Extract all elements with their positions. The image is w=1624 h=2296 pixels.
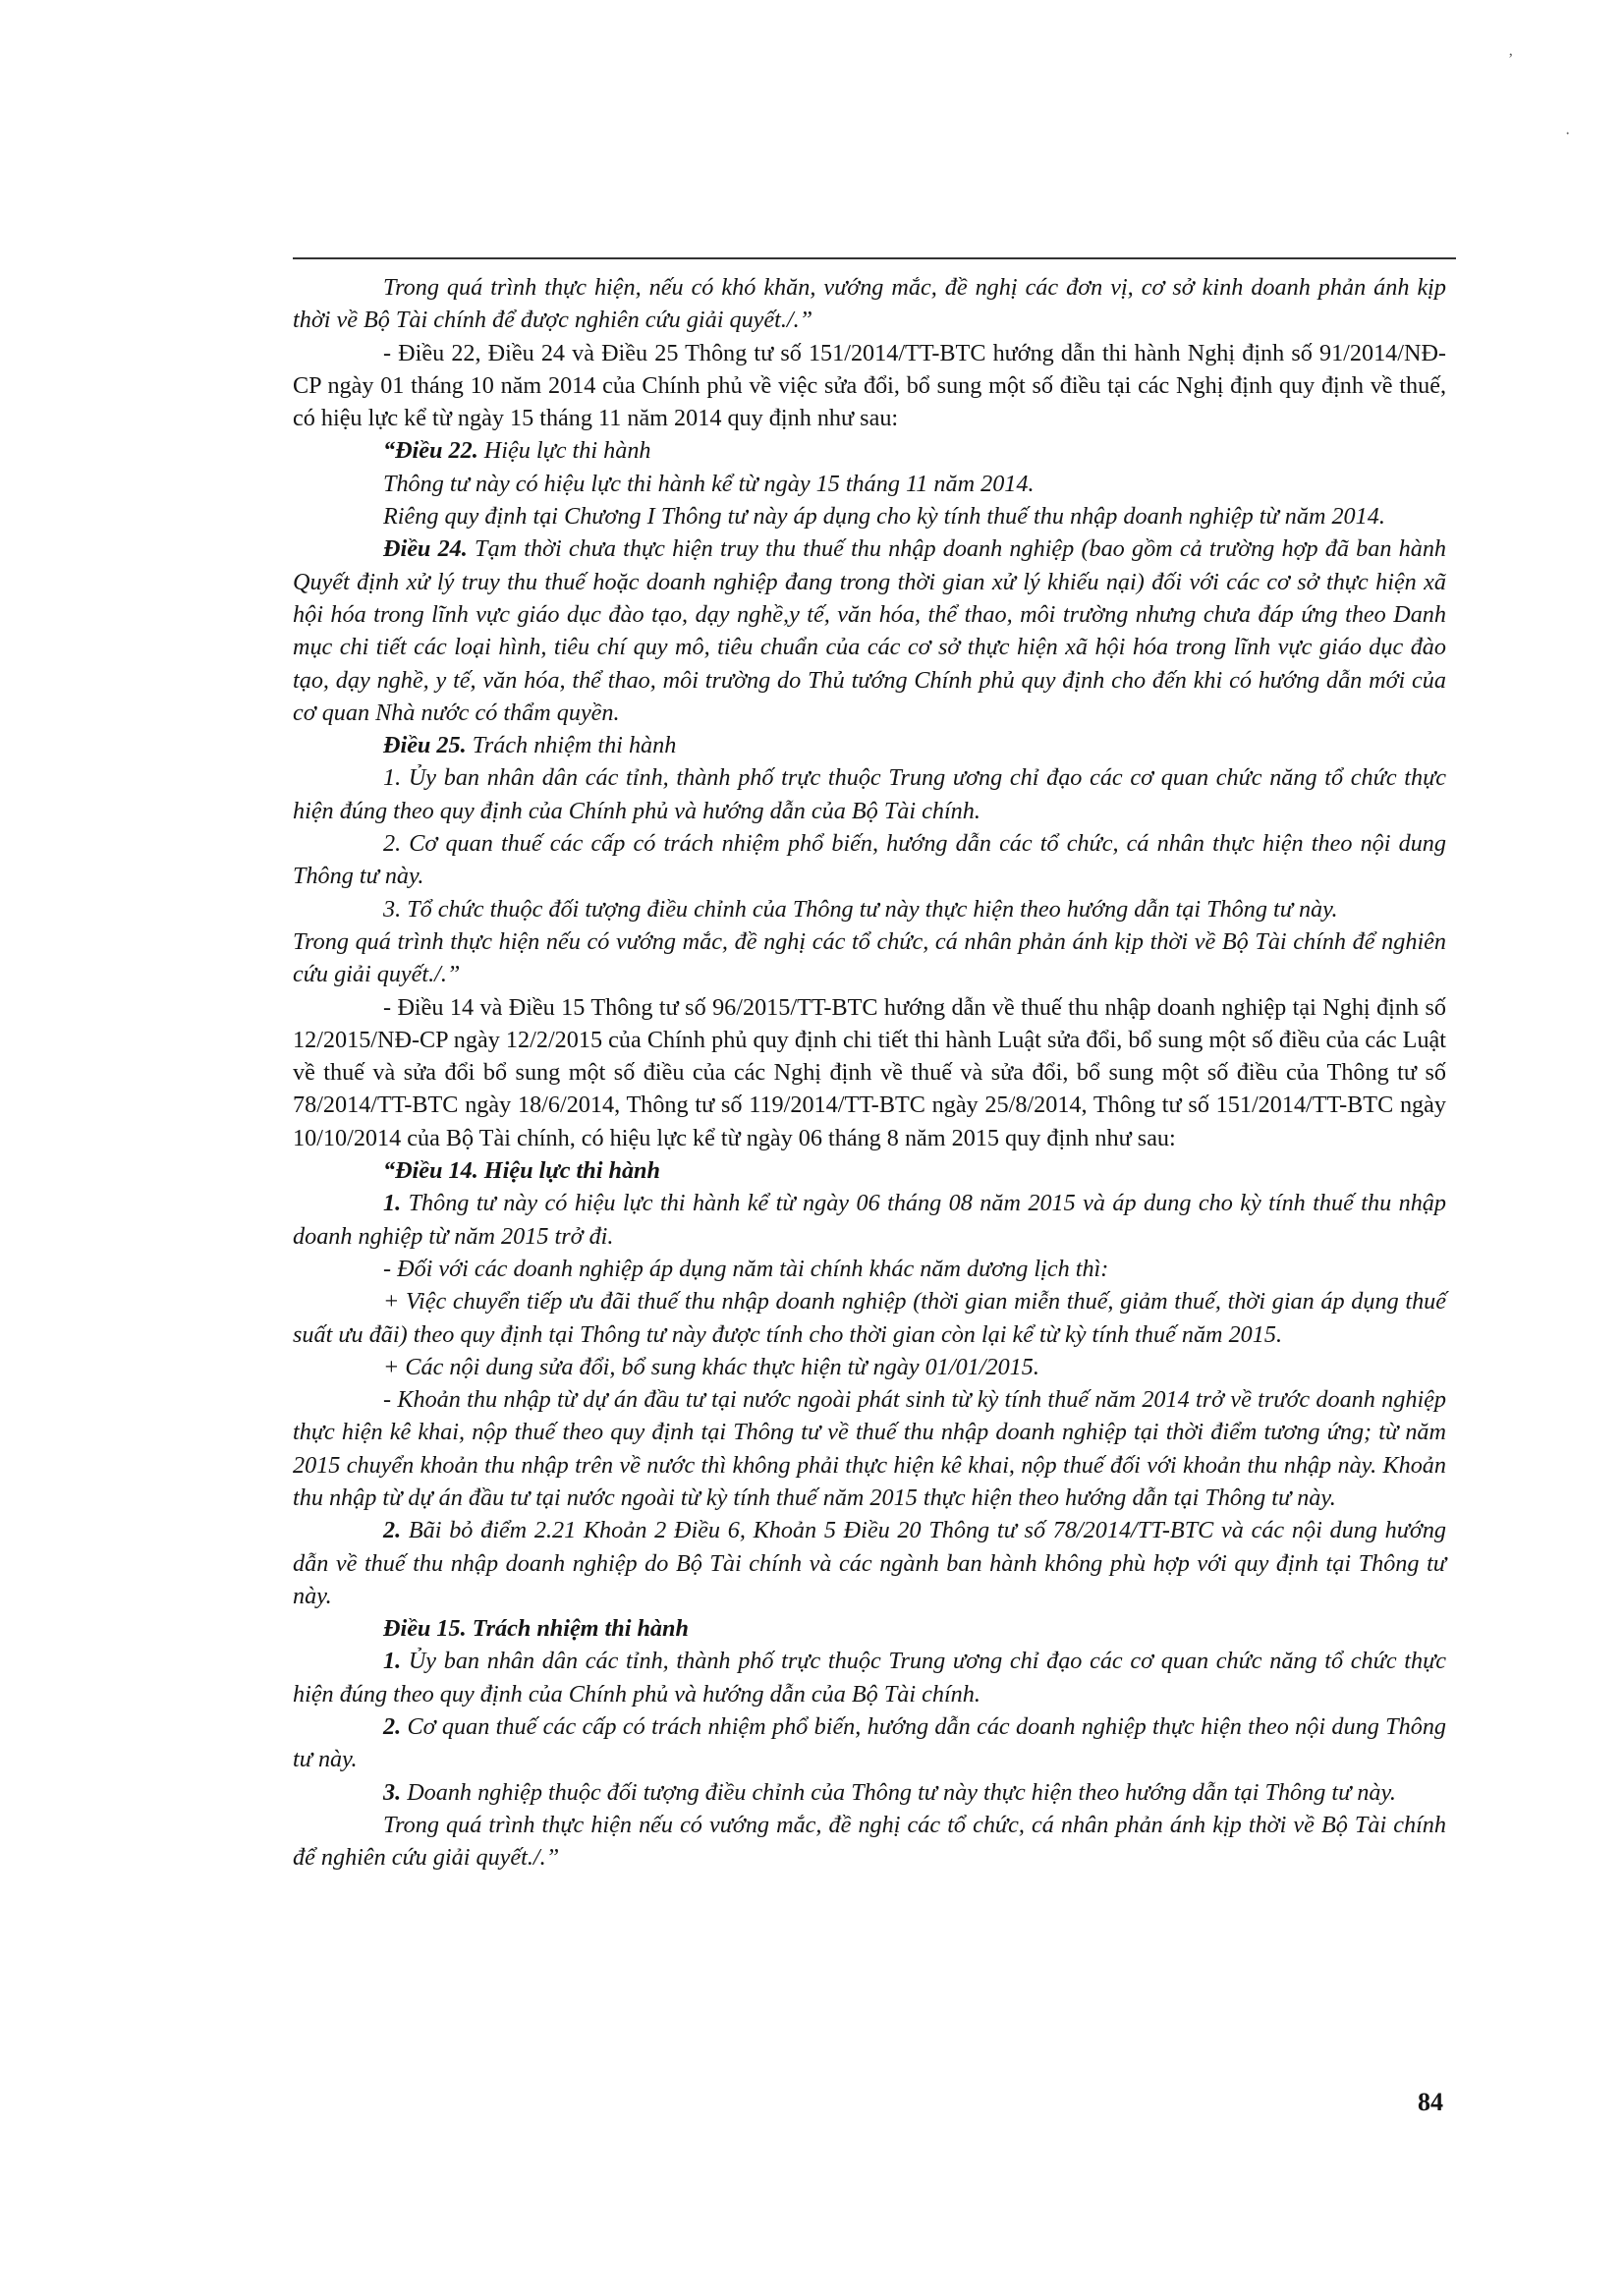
article-heading — [293, 729, 1446, 761]
clause-text: Cơ quan thuế các cấp có trách nhiệm phổ biến, hướng dẫn các doanh nghiệp thực hiện theo nội dung Thông tư này. — [293, 1713, 1447, 1773]
document-body — [293, 271, 1446, 1875]
paragraph: + Các nội dung sửa đổi, bổ sung khác thực hiện từ ngày 01/01/2015. — [383, 1353, 1039, 1380]
paragraph: - Đối với các doanh nghiệp áp dụng năm tài chính khác năm dương lịch thì: — [383, 1255, 1109, 1282]
article-number: Điều 24. — [383, 535, 468, 563]
article-heading — [293, 1612, 1446, 1645]
article-text: Tạm thời chưa thực hiện truy thu thuế thu nhập doanh nghiệp (bao gồm cả trường hợp đã ban hành Quyết định xử lý truy thu thuế hoặc doanh nghiệp đang trong thời gian xử lý khiếu nại) đối với các cơ sở thực hiện xã hội hóa trong lĩnh vực giáo dục đào tạo, dạy nghề,y tế, văn hóa, thể thao, môi trường nhưng chưa đáp ứng theo Danh mục chi tiết các loại hình, tiêu chí quy mô, tiêu chuẩn của các cơ sở thực hiện xã hội hóa trong lĩnh vực giáo dục đào tạo, dạy nghề, y tế, văn hóa, thể thao, môi trường do Thủ tướng Chính phủ quy định cho đến khi có hướng dẫn mới của cơ quan Nhà nước có thẩm quyền. — [293, 535, 1447, 726]
paragraph: - Điều 22, Điều 24 và Điều 25 Thông tư số 151/2014/TT-BTC hướng dẫn thi hành Nghị định số 91/2014/NĐ-CP ngày 01 tháng 10 năm 2014 của Chính phủ về việc sửa đổi, bổ sung một số điều tại các Nghị định quy định về thuế, có hiệu lực kể từ ngày 15 tháng 11 năm 2014 quy định như sau: — [293, 339, 1446, 432]
paragraph: - Điều 14 và Điều 15 Thông tư số 96/2015/TT-BTC hướng dẫn về thuế thu nhập doanh nghiệp tại Nghị định số 12/2015/NĐ-CP ngày 12/2/2015 của Chính phủ quy định chi tiết thi hành Luật sửa đổi, bổ sung một số điều của các Luật về thuế và sửa đổi bổ sung một số điều của các Nghị định về thuế và sửa đổi, bổ sung một số điều của Thông tư số 78/2014/TT-BTC ngày 18/6/2014, Thông tư số 119/2014/TT-BTC ngày 25/8/2014, Thông tư số 151/2014/TT-BTC ngày 10/10/2014 của Bộ Tài chính, có hiệu lực kể từ ngày 06 tháng 8 năm 2015 quy định như sau: — [293, 993, 1446, 1151]
article-title: Trách nhiệm thi hành — [472, 732, 677, 759]
paragraph: Thông tư này có hiệu lực thi hành kể từ ngày 15 tháng 11 năm 2014. — [383, 470, 1035, 497]
paragraph: 3. Tổ chức thuộc đối tượng điều chỉnh của Thông tư này thực hiện theo hướng dẫn tại Thông tư này. — [383, 895, 1338, 923]
paragraph: Trong quá trình thực hiện, nếu có khó khăn, vướng mắc, đề nghị các đơn vị, cơ sở kinh doanh phản ánh kịp thời về Bộ Tài chính để được nghiên cứu giải quyết./.” — [293, 274, 1446, 334]
paragraph: Riêng quy định tại Chương I Thông tư này áp dụng cho kỳ tính thuế thu nhập doanh nghiệp từ năm 2014. — [383, 503, 1385, 531]
clause-number: 2. — [383, 1517, 402, 1544]
scan-speck: · — [1565, 126, 1571, 142]
paragraph: - Khoản thu nhập từ dự án đầu tư tại nước ngoài phát sinh từ kỳ tính thuế năm 2014 trở về trước doanh nghiệp thực hiện kê khai, nộp thuế theo quy định tại Thông tư về thuế thu nhập doanh nghiệp tại thời điểm tương ứng; từ năm 2015 chuyển khoản thu nhập trên về nước thì không phải thực hiện kê khai, nộp thuế đối với khoản thu nhập này. Khoản thu nhập từ dự án đầu tư tại nước ngoài từ kỳ tính thuế năm 2015 thực hiện theo hướng dẫn tại Thông tư này. — [293, 1386, 1446, 1511]
paragraph — [293, 1514, 1446, 1612]
paragraph — [293, 532, 1446, 729]
paragraph — [293, 1776, 1446, 1809]
article-title: Hiệu lực thi hành — [483, 437, 651, 465]
header-rule — [293, 257, 1456, 259]
paragraph: Trong quá trình thực hiện nếu có vướng mắc, đề nghị các tổ chức, cá nhân phản ánh kịp thời về Bộ Tài chính để nghiên cứu giải quyết./.” — [293, 927, 1446, 988]
clause-number: 3. — [383, 1778, 402, 1806]
paragraph — [293, 1645, 1446, 1710]
article-heading — [293, 434, 1446, 467]
paragraph: Trong quá trình thực hiện nếu có vướng mắc, đề nghị các tổ chức, cá nhân phản ánh kịp thời về Bộ Tài chính để nghiên cứu giải quyết./.” — [293, 1811, 1446, 1872]
paragraph — [293, 1187, 1446, 1253]
article-number: Điều 25. — [383, 732, 467, 759]
article-title: Điều 15. Trách nhiệm thi hành — [383, 1615, 689, 1643]
clause-text: Bãi bỏ điểm 2.21 Khoản 2 Điều 6, Khoản 5 Điều 20 Thông tư số 78/2014/TT-BTC và các nội dung hướng dẫn về thuế thu nhập doanh nghiệp do Bộ Tài chính và các ngành ban hành không phù hợp với quy định tại Thông tư này. — [293, 1517, 1447, 1609]
clause-text: Thông tư này có hiệu lực thi hành kể từ ngày 06 tháng 08 năm 2015 và áp dung cho kỳ tính thuế thu nhập doanh nghiệp từ năm 2015 trở đi. — [293, 1190, 1446, 1250]
paragraph: + Việc chuyển tiếp ưu đãi thuế thu nhập doanh nghiệp (thời gian miễn thuế, giảm thuế, thời gian áp dụng thuế suất ưu đãi) theo quy định tại Thông tư này được tính cho thời gian còn lại kể từ kỳ tính thuế năm 2015. — [293, 1288, 1446, 1348]
paragraph — [293, 1710, 1446, 1776]
article-heading — [293, 1154, 1446, 1187]
clause-number: 1. — [383, 1648, 402, 1675]
paragraph: 1. Ủy ban nhân dân các tỉnh, thành phố trực thuộc Trung ương chỉ đạo các cơ quan chức năng tổ chức thực hiện đúng theo quy định của Chính phủ và hướng dẫn của Bộ Tài chính. — [293, 764, 1446, 824]
clause-number: 1. — [383, 1190, 402, 1217]
scan-speck: ’ — [1508, 51, 1514, 68]
article-number: “Điều 22. — [383, 437, 478, 465]
clause-text: Ủy ban nhân dân các tỉnh, thành phố trực thuộc Trung ương chỉ đạo các cơ quan chức năng tổ chức thực hiện đúng theo quy định của Chính phủ và hướng dẫn của Bộ Tài chính. — [293, 1648, 1447, 1708]
article-title: “Điều 14. Hiệu lực thi hành — [383, 1157, 660, 1185]
clause-text: Doanh nghiệp thuộc đối tượng điều chỉnh của Thông tư này thực hiện theo hướng dẫn tại Thông tư này. — [407, 1778, 1396, 1806]
paragraph: 2. Cơ quan thuế các cấp có trách nhiệm phổ biến, hướng dẫn các tổ chức, cá nhân thực hiện theo nội dung Thông tư này. — [293, 830, 1446, 890]
page-number: 84 — [1418, 2088, 1443, 2116]
clause-number: 2. — [383, 1713, 402, 1741]
